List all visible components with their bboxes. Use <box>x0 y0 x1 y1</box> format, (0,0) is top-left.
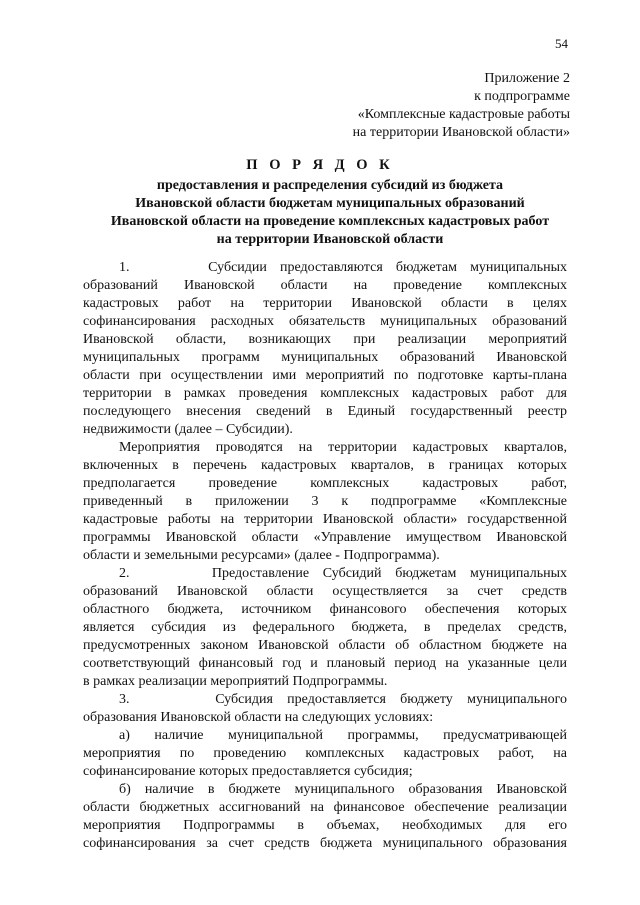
page-number: 54 <box>555 36 568 51</box>
body-line: областного бюджета, источником финансового обеспечения которых <box>83 602 567 617</box>
body-line: в рамках реализации мероприятий Подпрограммы. <box>83 674 388 689</box>
body-line: территории в рамках проведения комплексных кадастровых работ для <box>83 386 567 401</box>
body-line: софинансирования за счет средств бюджета муниципального образования <box>83 836 567 851</box>
subtitle-line: Ивановской области бюджетам муниципальных образований <box>135 196 525 211</box>
body-line: муниципальных программ муниципальных образований Ивановской <box>83 350 567 365</box>
subtitle-line: на территории Ивановской области <box>216 232 444 247</box>
body-line: включенных в перечень кадастровых кварталов, в границах которых <box>83 458 567 473</box>
body-line: б) наличие в бюджете муниципального образования Ивановской <box>119 782 567 797</box>
body-line: Ивановской области, возникающих при реализации мероприятий <box>83 332 567 347</box>
body-line: софинансирование которых предоставляется субсидия; <box>83 764 413 779</box>
body-line: софинансирования расходных обязательств муниципальных образований <box>83 314 567 329</box>
body-line: области при осуществлении ими мероприятий по подготовке карты-плана <box>83 368 567 383</box>
body-line: последующего внесения сведений в Единый государственный реестр <box>83 404 567 419</box>
body-line: кадастровых работ на территории Ивановской области в целях <box>83 296 567 311</box>
appendix-line: «Комплексные кадастровые работы <box>357 107 570 122</box>
body-line: образований Ивановской области на проведение комплексных <box>83 278 567 293</box>
body-line: а) наличие муниципальной программы, предусматривающей <box>119 728 567 743</box>
body-line: программы Ивановской области «Управление имуществом Ивановской <box>83 530 567 545</box>
appendix-line: на территории Ивановской области» <box>352 125 570 140</box>
body-line: области бюджетных ассигнований на финансовое обеспечение реализации <box>83 800 567 815</box>
body-line: недвижимости (далее – Субсидии). <box>83 422 293 437</box>
body-line: соответствующий финансовый год и плановый период на указанные цели <box>83 656 567 671</box>
subtitle-line: Ивановской области на проведение комплексных кадастровых работ <box>110 214 550 229</box>
subtitle-line: предоставления и распределения субсидий из бюджета <box>156 178 504 193</box>
body-line: мероприятия Подпрограммы в объемах, необходимых для его <box>83 818 567 833</box>
document-subtitle <box>80 177 580 249</box>
body-line: 3. Субсидия предоставляется бюджету муниципального <box>119 692 567 707</box>
body-line: образования Ивановской области на следующих условиях: <box>83 710 434 725</box>
body-line: образований Ивановской области осуществляется за счет средств <box>83 584 567 599</box>
body-line: 1. Субсидии предоставляются бюджетам муниципальных <box>119 260 567 275</box>
body-line: предполагается проведение комплексных кадастровых работ, <box>83 476 567 491</box>
appendix-line: к подпрограмме <box>474 89 570 104</box>
appendix-line: Приложение 2 <box>484 71 570 86</box>
document-title: П О Р Я Д О К <box>246 157 394 173</box>
body-line: является субсидия из федерального бюджета, в пределах средств, <box>83 620 567 635</box>
body-line: приведенный в приложении 3 к подпрограмме «Комплексные <box>83 494 567 509</box>
document-body <box>83 259 567 853</box>
body-line: кадастровые работы на территории Ивановской области» государственной <box>83 512 567 527</box>
body-line: предусмотренных законом Ивановской области об областном бюджете на <box>83 638 567 653</box>
body-line: Мероприятия проводятся на территории кадастровых кварталов, <box>119 440 567 455</box>
body-line: мероприятия по проведению комплексных кадастровых работ, на <box>83 746 567 761</box>
appendix-header <box>210 70 570 142</box>
body-line: 2. Предоставление Субсидий бюджетам муниципальных <box>119 566 567 581</box>
body-line: области и земельными ресурсами» (далее - Подпрограмма). <box>83 548 440 563</box>
